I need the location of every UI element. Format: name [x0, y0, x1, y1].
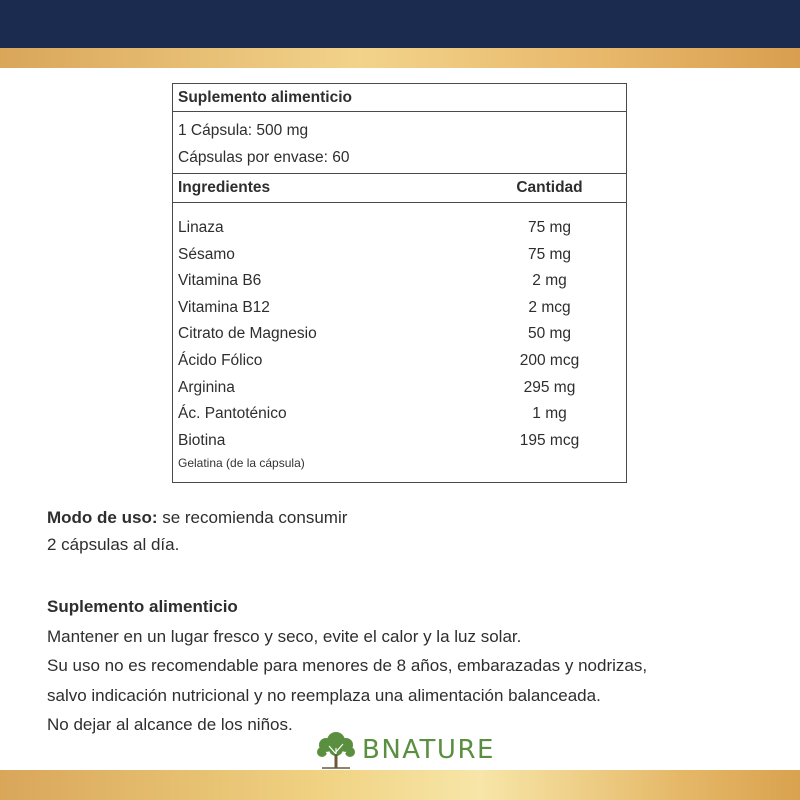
serving-info — [173, 112, 626, 174]
warning-line: salvo indicación nutricional y no reemplaza una alimentación balanceada. — [47, 685, 601, 705]
ingredient-amount: 75 mg — [527, 245, 572, 263]
ingredient-name: Arginina — [178, 378, 235, 396]
ingredient-amount: 295 mg — [523, 378, 576, 396]
ingredient-name: Ác. Pantoténico — [178, 405, 287, 423]
table-row — [173, 295, 626, 322]
table-row — [173, 375, 626, 402]
usage-text: se recomienda consumir — [157, 508, 348, 527]
ingredient-name: Vitamina B12 — [178, 298, 270, 316]
table-row — [173, 242, 626, 269]
table-header-row — [173, 174, 626, 203]
ingredient-amount: 1 mg — [532, 405, 567, 423]
ingredient-amount: 200 mcg — [519, 351, 580, 369]
usage-line-2: 2 cápsulas al día. — [47, 535, 180, 554]
ingredient-name: Biotina — [178, 431, 226, 449]
warning-line: Mantener en un lugar fresco y seco, evite el calor y la luz solar. — [47, 626, 522, 646]
usage-heading: Modo de uso: — [47, 508, 158, 527]
table-row — [173, 321, 626, 348]
warnings-title: Suplemento alimenticio — [47, 597, 238, 616]
ingredient-amount: 75 mg — [527, 219, 572, 236]
table-row — [173, 348, 626, 375]
table-row — [173, 401, 626, 428]
serving-size: 1 Cápsula: 500 mg — [178, 122, 309, 139]
ingredient-name: Linaza — [178, 219, 224, 236]
header-band — [0, 0, 800, 48]
usage-line-1 — [47, 504, 347, 531]
footer-gold-stripe — [0, 770, 800, 800]
ingredient-amount: 195 mcg — [519, 431, 580, 449]
ingredient-name: Ácido Fólico — [178, 351, 263, 369]
ingredient-name: Sésamo — [178, 245, 235, 263]
brand-name: BNATURE — [362, 735, 495, 765]
table-row — [173, 268, 626, 295]
header-gold-stripe — [0, 48, 800, 68]
table-title: Suplemento alimenticio — [173, 84, 626, 112]
ingredient-amount: 2 mcg — [528, 298, 571, 316]
ingredient-list — [173, 203, 626, 454]
ingredient-name: Citrato de Magnesio — [178, 325, 317, 343]
warning-line: Su uso no es recomendable para menores de 8 años, embarazadas y nodrizas, — [47, 656, 648, 675]
ingredient-amount: 50 mg — [527, 325, 572, 343]
table-footnote: Gelatina (de la cápsula) — [178, 456, 305, 470]
usage-instructions — [47, 504, 347, 558]
supplement-facts-table — [172, 83, 627, 483]
table-row — [173, 215, 626, 242]
ingredient-column-header: Ingredientes — [178, 179, 271, 196]
brand-logo — [314, 728, 495, 772]
ingredient-name: Vitamina B6 — [178, 272, 262, 290]
warning-line: No dejar al alcance de los niños. — [47, 715, 293, 734]
amount-column-header: Cantidad — [516, 179, 583, 196]
tree-icon — [314, 730, 358, 770]
table-row — [173, 428, 626, 455]
ingredient-amount: 2 mg — [532, 272, 567, 290]
warnings-section — [47, 592, 647, 740]
servings-per-container: Cápsulas por envase: 60 — [178, 149, 350, 166]
